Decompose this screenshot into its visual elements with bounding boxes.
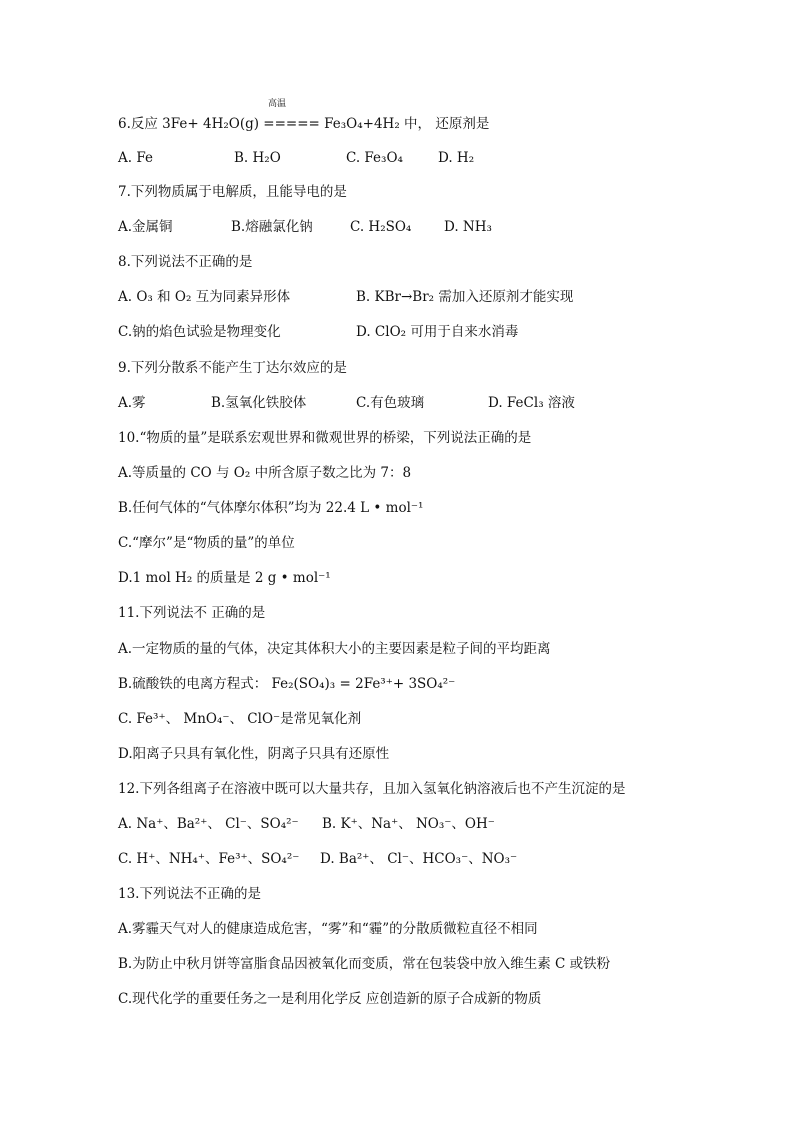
q11-option-c: C. Fe³⁺、 MnO₄⁻、 ClO⁻是常见氧化剂: [118, 711, 362, 727]
q10-option-b: B.任何气体的“气体摩尔体积”均为 22.4 L • mol⁻¹: [118, 500, 424, 516]
q9-option-b: B.氢氧化铁胶体: [211, 395, 307, 411]
q11-option-b: B.硫酸铁的电离方程式： Fe₂(SO₄)₃ = 2Fe³⁺+ 3SO₄²⁻: [118, 676, 456, 692]
q8-option-c: C.钠的焰色试验是物理变化: [118, 324, 281, 340]
q7-option-b: B.熔融氯化钠: [231, 219, 313, 235]
q8-option-a: A. O₃ 和 O₂ 互为同素异形体: [118, 289, 291, 305]
q11-option-d: D.阳离子只具有氧化性，阴离子只具有还原性: [118, 746, 390, 762]
q12-option-c: C. H⁺、NH₄⁺、Fe³⁺、SO₄²⁻: [118, 851, 300, 867]
q6-option-a: A. Fe: [118, 150, 153, 166]
q12-option-a: A. Na⁺、Ba²⁺、 Cl⁻、SO₄²⁻: [118, 816, 299, 832]
q12-option-b: B. K⁺、Na⁺、 NO₃⁻、OH⁻: [322, 816, 495, 832]
q10-option-c: C.“摩尔”是“物质的量”的单位: [118, 535, 295, 551]
reaction-condition: 高温: [268, 99, 287, 109]
q7-option-d: D. NH₃: [444, 219, 492, 235]
q6-option-b: B. H₂O: [234, 150, 281, 166]
q9-stem: 9.下列分散系不能产生丁达尔效应的是: [118, 360, 347, 376]
q9-option-a: A.雾: [118, 395, 146, 411]
q8-stem: 8.下列说法不正确的是: [118, 254, 253, 270]
q11-option-a: A.一定物质的量的气体，决定其体积大小的主要因素是粒子间的平均距离: [118, 641, 551, 657]
q12-option-d: D. Ba²⁺、 Cl⁻、HCO₃⁻、NO₃⁻: [320, 851, 518, 867]
q13-option-c: C.现代化学的重要任务之一是利用化学反 应创造新的原子合成新的物质: [118, 991, 542, 1007]
q10-stem: 10.“物质的量”是联系宏观世界和微观世界的桥梁，下列说法正确的是: [118, 430, 532, 446]
q13-stem: 13.下列说法不正确的是: [118, 886, 261, 902]
q11-stem: 11.下列说法不 正确的是: [118, 605, 266, 621]
q10-option-d: D.1 mol H₂ 的质量是 2 g • mol⁻¹: [118, 570, 331, 586]
q6-option-d: D. H₂: [438, 150, 475, 166]
q9-option-c: C.有色玻璃: [356, 395, 425, 411]
q7-stem: 7.下列物质属于电解质，且能导电的是: [118, 184, 347, 200]
q8-option-b: B. KBr→Br₂ 需加入还原剂才能实现: [356, 289, 574, 305]
q9-option-d: D. FeCl₃ 溶液: [488, 395, 575, 411]
q6-option-c: C. Fe₃O₄: [346, 150, 403, 166]
q13-option-a: A.雾霾天气对人的健康造成危害，“雾”和“霾”的分散质微粒直径不相同: [118, 921, 538, 937]
q7-option-a: A.金属铜: [118, 219, 173, 235]
q7-option-c: C. H₂SO₄: [350, 219, 412, 235]
q12-stem: 12.下列各组离子在溶液中既可以大量共存，且加入氢氧化钠溶液后也不产生沉淀的是: [118, 781, 626, 797]
q13-option-b: B.为防止中秋月饼等富脂食品因被氧化而变质，常在包装袋中放入维生素 C 或铁粉: [118, 956, 611, 972]
q10-option-a: A.等质量的 CO 与 O₂ 中所含原子数之比为 7：8: [118, 465, 412, 481]
q6-stem: 6.反应 3Fe+ 4H₂O(g) ===== Fe₃O₄+4H₂ 中， 还原剂是: [118, 116, 490, 132]
q8-option-d: D. ClO₂ 可用于自来水消毒: [356, 324, 519, 340]
